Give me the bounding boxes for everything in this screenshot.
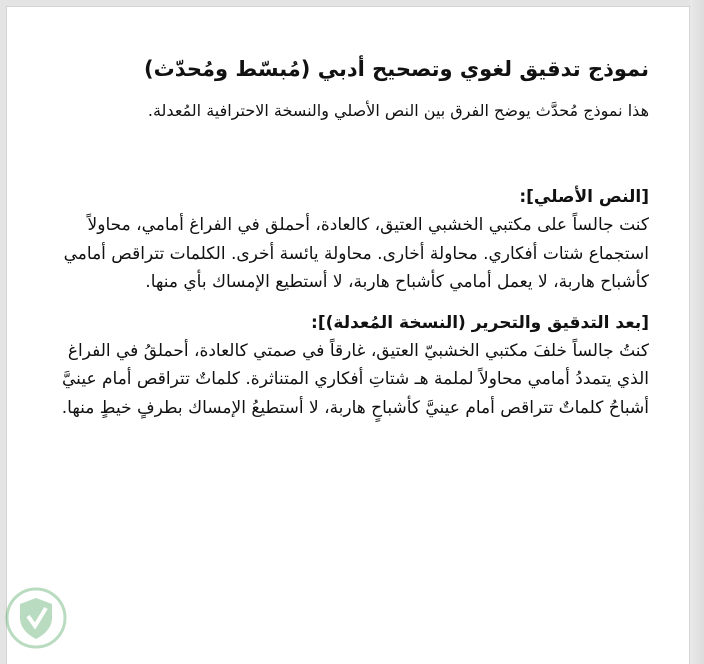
edited-text-heading: [بعد التدقيق والتحرير (النسخة المُعدلة)]:: [311, 312, 649, 333]
document-subtitle: هذا نموذج مُحدَّث يوضح الفرق بين النص الأصلي والنسخة الاحترافية المُعدلة.: [147, 101, 649, 120]
original-text-heading: [النص الأصلي]:: [519, 187, 649, 207]
edited-text-body: كنتُ جالساً خلفَ مكتبي الخشبيّ العتيق، غارقاً في صمتي كالعادة، أحملقُ في الفراغ الذي يتمددُ أمامي محاولاً لملمة هـ شتاتِ أفكاري المتناثرة. كلماتٌ تتراقص أمام عينيَّ أشباحُ كلماتٌ تتراقص أمام عينيَّ كأشباحٍ هاربة، لا أستطيعُ الإمساك بطرفٍ خيطٍ منها.: [61, 340, 649, 418]
edited-text-section: [47, 309, 649, 423]
document-title: نموذج تدقيق لغوي وتصحيح أدبي (مُبسّط ومُحدّث): [144, 57, 649, 81]
original-text-body: كنت جالساً على مكتبي الخشبي العتيق، كالعادة، أحملق في الفراغ أمامي، محاولاً استجماع شتات أفكاري. محاولة أخارى. محاولة يائسة أخرى. الكلمات تتراقص أمامي كأشباح هاربة، لا يعمل أمامي كأشباح هاربة، لا أستطيع الإمساك بأي منها.: [63, 215, 649, 292]
shield-leaf-logo-icon: [4, 586, 68, 650]
original-text-section: [47, 183, 649, 297]
document-content: [47, 47, 649, 422]
viewer-edge: [690, 0, 704, 664]
document-page: [6, 6, 690, 664]
